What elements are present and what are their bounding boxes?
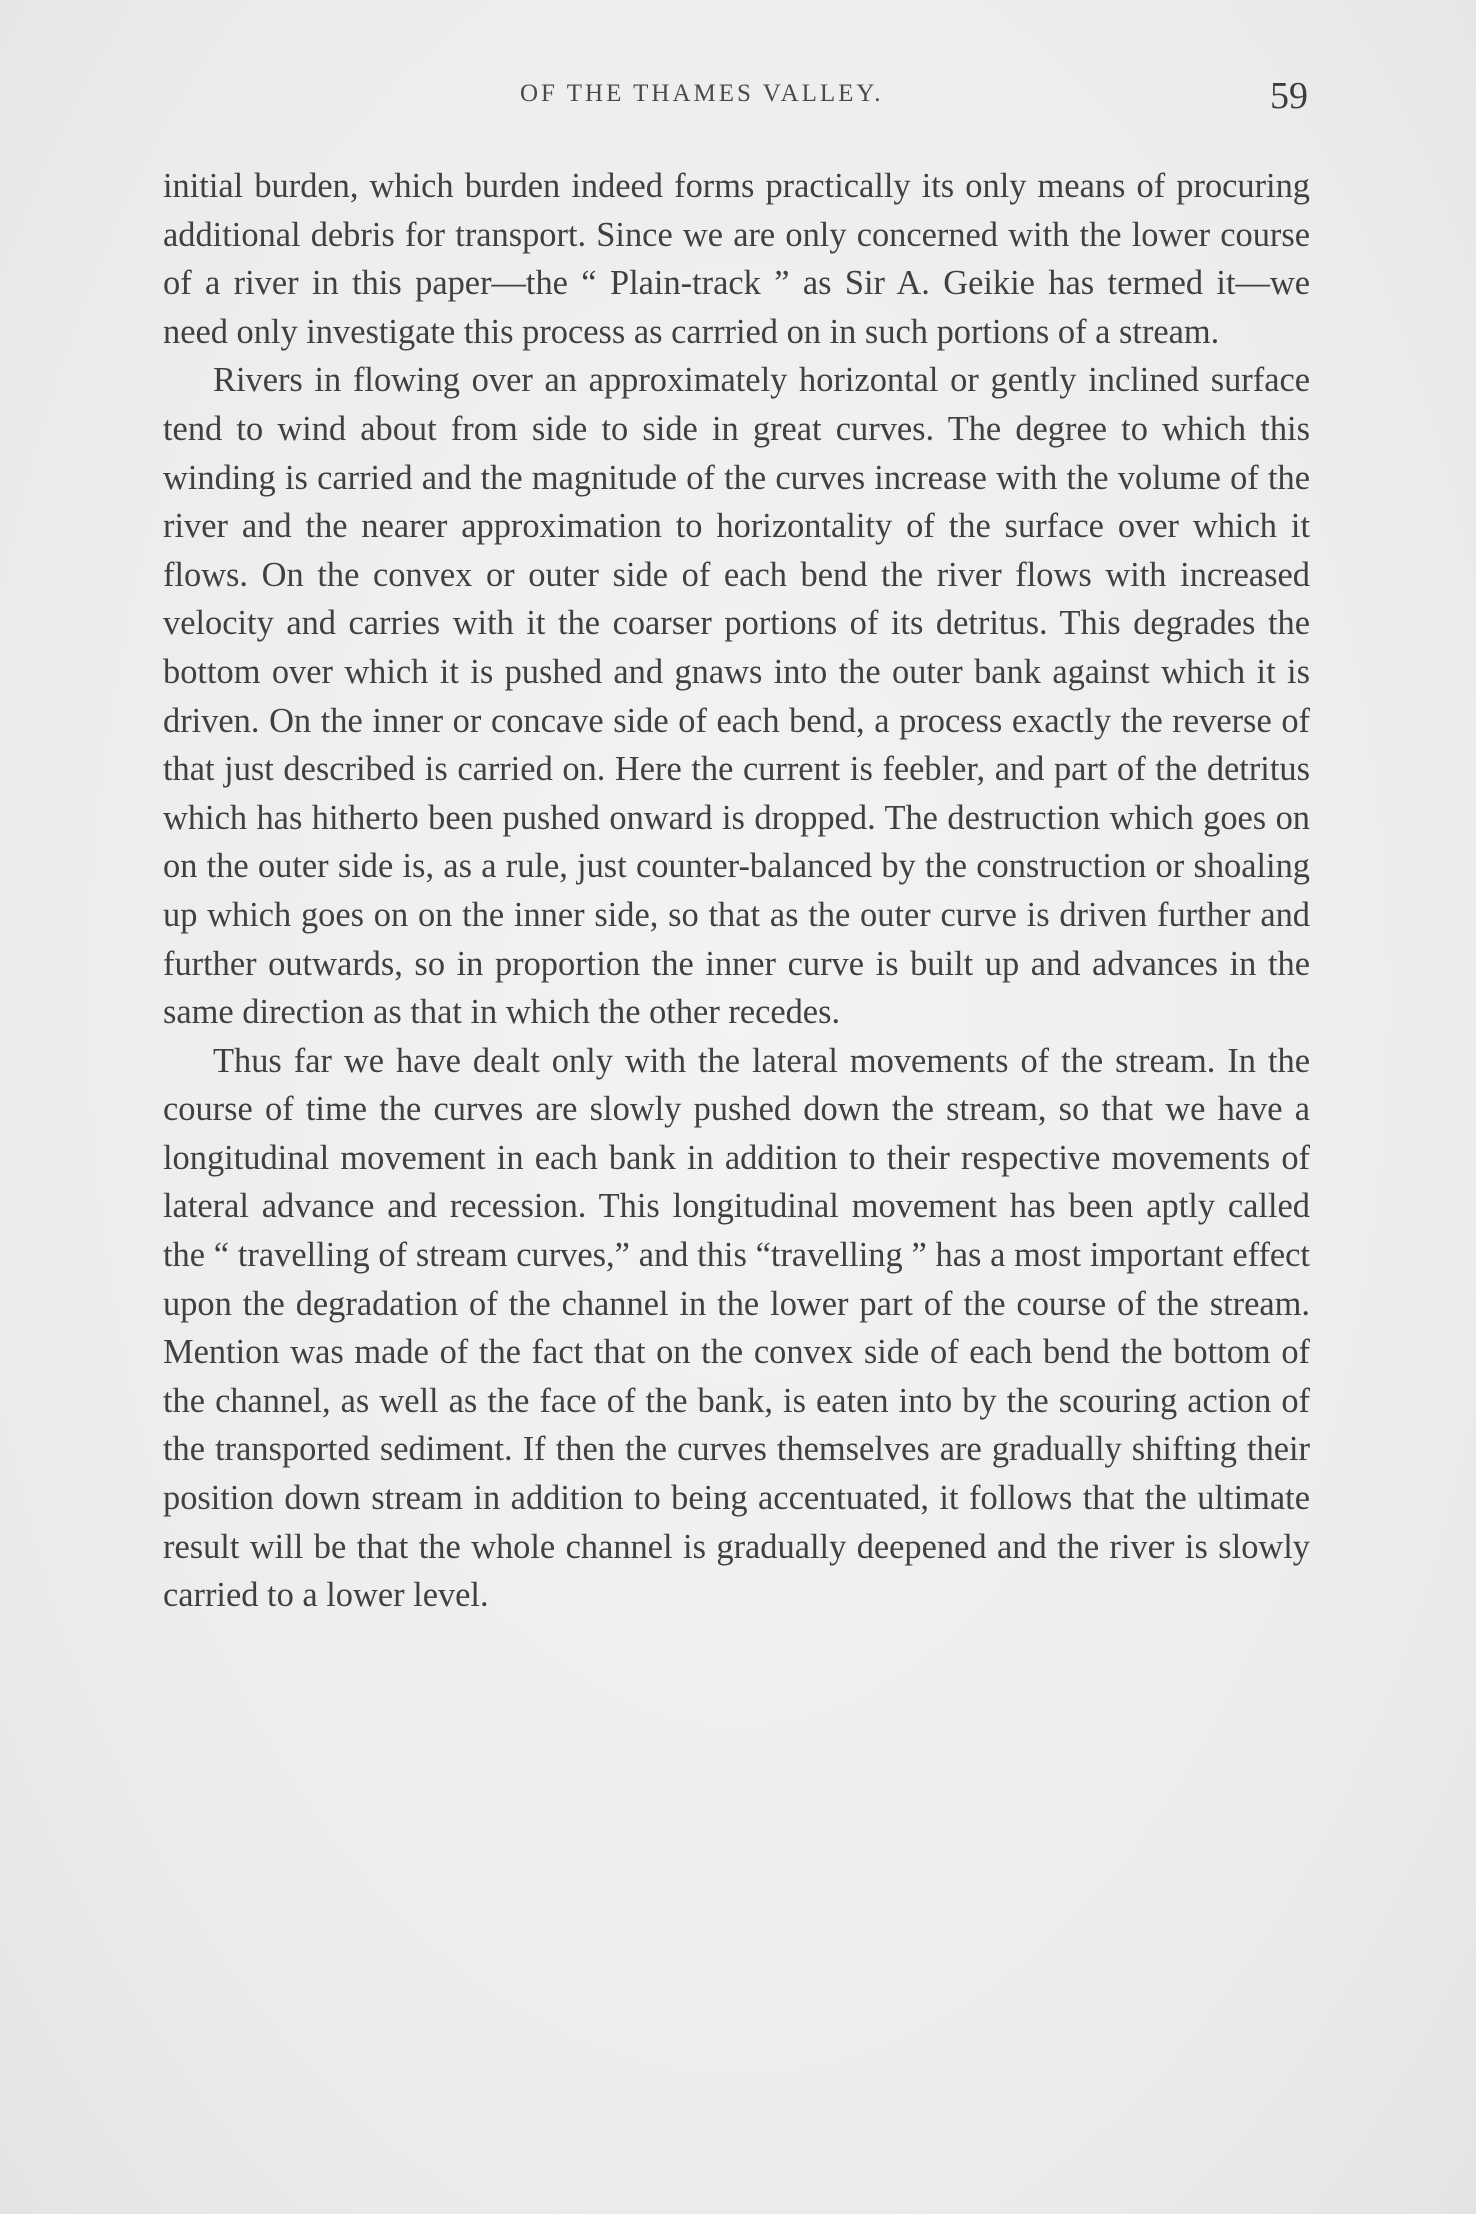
running-head bbox=[0, 75, 1476, 120]
page-number: 59 bbox=[1270, 75, 1308, 117]
paragraph-3: Thus far we have dealt only with the lateral movements of the stream. In the course of time the curves are slowly pushed down the stream, so that we have a longitudinal movement in each bank in addition to their respective movements of lateral advance and recession. This longitudinal movement has been aptly called the “ travelling of stream curves,” and this “travelling ” has a most important effect upon the degradation of the channel in the lower part of the course of the stream. Mention was made of the fact that on the convex side of each bend the bottom of the channel, as well as the face of the bank, is eaten into by the scouring action of the transported sediment. If then the curves themselves are gradually shifting their position down stream in addition to being accentuated, it follows that the ultimate result will be that the whole channel is gradually deepened and the river is slowly carried to a lower level. bbox=[163, 1041, 1310, 1615]
paragraph-2: Rivers in flowing over an approximately horizontal or gently inclined surface tend to wind about from side to side in great curves. The degree to which this winding is carried and the magnitude of the curves increase with the volume of the river and the nearer approximation to horizontality of the surface over which it flows. On the convex or outer side of each bend the river flows with increased velocity and carries with it the coarser portions of its detritus. This degrades the bottom over which it is pushed and gnaws into the outer bank against which it is driven. On the inner or concave side of each bend, a process exactly the reverse of that just described is carried on. Here the current is feebler, and part of the detritus which has hitherto been pushed onward is dropped. The destruction which goes on on the outer side is, as a rule, just counter-balanced by the construction or shoaling up which goes on on the inner side, so that as the outer curve is driven further and further outwards, so in proportion the inner curve is built up and advances in the same direction as that in which the other recedes. bbox=[163, 361, 1310, 1032]
body-text bbox=[163, 162, 1310, 1620]
running-head-title: OF THE THAMES VALLEY. bbox=[520, 80, 884, 107]
paragraph-1: initial burden, which burden indeed forms practically its only means of procuring additional debris for transport. Since we are only concerned with the lower course of a river in this paper—the “ Plain-track ” as Sir A. Geikie has termed it—we need only investigate this process as carrried on in such portions of a stream. bbox=[163, 167, 1310, 351]
